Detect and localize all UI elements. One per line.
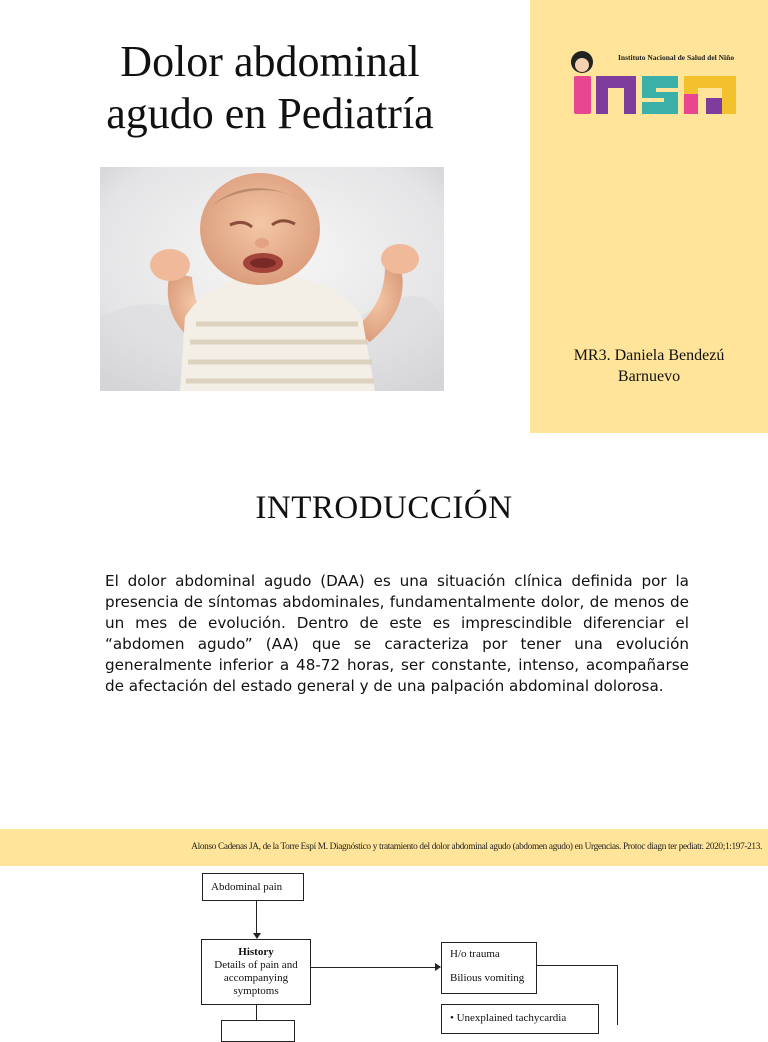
logo-caption: Instituto Nacional de Salud del Niño (618, 53, 735, 62)
author-line-1: MR3. Daniela Bendezú (573, 347, 725, 364)
flow-box-trauma (441, 942, 537, 994)
author-line-2: Barnuevo (617, 368, 681, 385)
reference-citation: Alonso Cadenas JA, de la Torre Espí M. Diagnóstico y tratamiento del dolor abdominal agudo (abdomen agudo) en Urgencias. Protoc diagn ter pediatr. 2020;1:197-213. (191, 842, 762, 852)
flowchart (0, 866, 768, 1024)
title-line-1: Dolor abdominal (120, 37, 420, 86)
section-heading: INTRODUCCIÓN (255, 490, 513, 526)
insn-logo (566, 46, 742, 120)
reference-banner (0, 829, 768, 866)
flow-arrow-2 (311, 967, 439, 968)
author-name (540, 345, 758, 387)
crying-baby-photo (100, 167, 444, 391)
trauma-label: H/o trauma (450, 948, 500, 960)
history-line-1: Details of pain and (214, 959, 298, 971)
history-line-3: symptoms (233, 985, 279, 997)
flow-connector-vertical (617, 965, 618, 1025)
flow-box-history (201, 939, 311, 1005)
intro-paragraph: El dolor abdominal agudo (DAA) es una situación clínica definida por la presencia de síntomas abdominales, fundamentalmente dolor, de menos de un mes de evolución. Dentro de este es imprescindible diferenciar el “abdomen agudo” (AA) que se caracteriza por tener una evolución generalmente inferior a 48-72 horas, ser constante, intenso, acompañarse de afectación del estado general y de una palpación abdominal dolorosa. (105, 572, 689, 695)
history-title: History (238, 946, 274, 958)
title-slide (0, 0, 768, 433)
slide-title (40, 36, 500, 140)
title-line-2: agudo en Pediatría (106, 89, 434, 138)
flow-arrow-1 (256, 901, 257, 937)
history-line-2: accompanying (223, 972, 289, 984)
vomiting-label: Bilious vomiting (450, 972, 525, 984)
flow-box-next (221, 1020, 295, 1042)
flow-box-tachycardia: • Unexplained tachycardia (441, 1004, 599, 1034)
flow-connector (537, 965, 618, 966)
flow-box-abdominal-pain: Abdominal pain (202, 873, 304, 901)
flow-arrow-3 (256, 1005, 257, 1021)
